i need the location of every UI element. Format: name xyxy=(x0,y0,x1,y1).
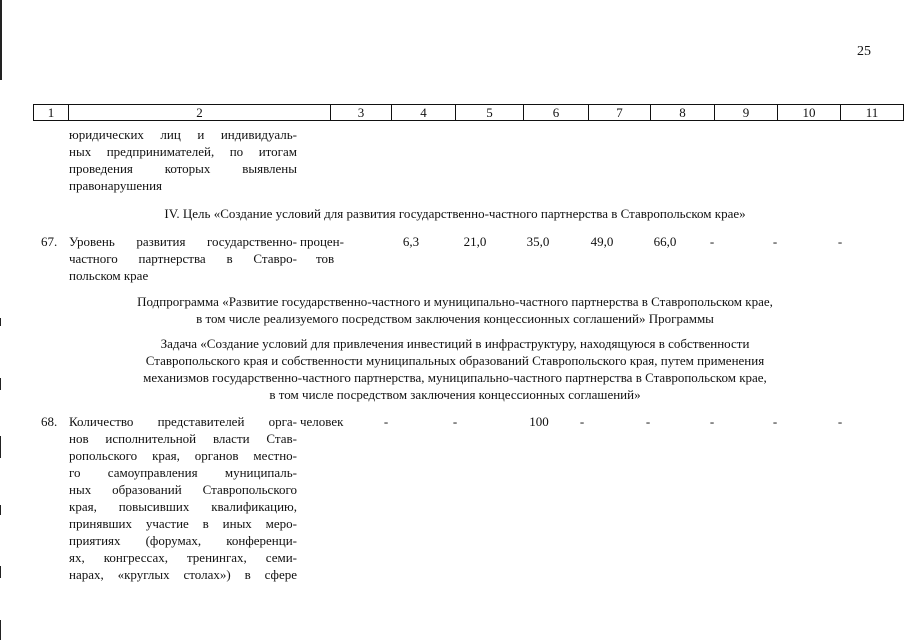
text-line: тов xyxy=(316,251,335,266)
text-line: Ставропольского края и собственности муниципальных образований Ставропольского края, путем применения xyxy=(145,353,765,368)
column-number: 4 xyxy=(392,105,456,121)
text-line: процен- xyxy=(300,234,344,249)
row-67-value: - xyxy=(837,234,843,249)
text-line: нарах, «круглых столах») в сфере xyxy=(69,567,297,582)
row-67-value: - xyxy=(772,234,778,249)
column-header-table xyxy=(33,104,904,121)
scan-edge-line xyxy=(0,0,2,80)
row-68-unit: человек xyxy=(300,414,344,429)
row-68-number: 68. xyxy=(41,414,58,429)
text-line: ных предпринимателей, по итогам xyxy=(69,144,297,159)
text-line: нов исполнительной власти Став- xyxy=(69,431,297,446)
text-line: правонарушения xyxy=(69,178,163,193)
column-number: 11 xyxy=(841,105,904,121)
row-68-value: - xyxy=(772,414,778,429)
continuation-description xyxy=(69,126,297,194)
text-line: юридических лиц и индивидуаль- xyxy=(69,127,297,142)
text-line: в том числе посредством заключения концессионных соглашений» xyxy=(269,387,641,402)
row-67-value: 6,3 xyxy=(402,234,420,249)
text-line: принявших участие в иных меро- xyxy=(69,516,297,531)
row-67-value: - xyxy=(709,234,715,249)
text-line: приятиях (форумах, конференци- xyxy=(69,533,297,548)
row-67-value: 66,0 xyxy=(653,234,677,249)
scan-edge-mark xyxy=(0,378,1,390)
row-67-value: 35,0 xyxy=(526,234,550,249)
scan-edge-mark xyxy=(0,620,1,640)
row-67-unit xyxy=(300,233,356,267)
text-line: механизмов государственно-частного партнерства, муниципально-частного партнерства в Ставропольском крае, xyxy=(143,370,767,385)
page-number: 25 xyxy=(857,44,871,59)
text-line: ях, конгрессах, тренингах, семи- xyxy=(69,550,297,565)
row-68-value: - xyxy=(383,414,389,429)
row-68-value: 100 xyxy=(529,414,549,429)
row-68-value: - xyxy=(837,414,843,429)
column-number: 3 xyxy=(331,105,392,121)
task-heading xyxy=(40,335,870,403)
row-68-value: - xyxy=(709,414,715,429)
text-line: Подпрограмма «Развитие государственно-частного и муниципально-частного партнерства в Ставропольском крае, xyxy=(137,294,773,309)
text-line: Количество представителей орга- xyxy=(69,414,297,429)
column-number: 7 xyxy=(589,105,651,121)
column-number: 10 xyxy=(778,105,841,121)
row-67-description xyxy=(69,233,297,284)
scan-edge-mark xyxy=(0,318,1,326)
column-header-row xyxy=(34,105,904,121)
column-number: 1 xyxy=(34,105,69,121)
row-68-description xyxy=(69,413,297,583)
scan-edge-mark xyxy=(0,566,1,578)
scan-edge-mark xyxy=(0,505,1,515)
text-line: частного партнерства в Ставро- xyxy=(69,251,297,266)
row-67-number: 67. xyxy=(41,234,58,249)
row-67-value: 49,0 xyxy=(590,234,614,249)
row-67-value: 21,0 xyxy=(463,234,487,249)
column-number: 9 xyxy=(715,105,778,121)
text-line: края, повысивших квалификацию, xyxy=(69,499,297,514)
text-line: в том числе реализуемого посредством заключения концессионных соглашений» Программы xyxy=(196,311,714,326)
text-line: польском крае xyxy=(69,268,149,283)
goal-heading: IV. Цель «Создание условий для развития государственно-частного партнерства в Ставропольском крае» xyxy=(164,206,746,221)
row-68-value: - xyxy=(645,414,651,429)
text-line: Задача «Создание условий для привлечения инвестиций в инфраструктуру, находящуюся в собственности xyxy=(160,336,750,351)
column-number: 8 xyxy=(651,105,715,121)
row-68-value: - xyxy=(452,414,458,429)
column-number: 5 xyxy=(456,105,524,121)
subprogram-heading xyxy=(40,293,870,327)
text-line: ропольского края, органов местно- xyxy=(69,448,297,463)
row-68-value: - xyxy=(579,414,585,429)
column-number: 2 xyxy=(69,105,331,121)
text-line: проведения которых выявлены xyxy=(69,161,297,176)
column-number: 6 xyxy=(524,105,589,121)
text-line: го самоуправления муниципаль- xyxy=(69,465,297,480)
text-line: Уровень развития государственно- xyxy=(69,234,297,249)
text-line: ных образований Ставропольского xyxy=(69,482,297,497)
scan-edge-mark xyxy=(0,436,1,458)
